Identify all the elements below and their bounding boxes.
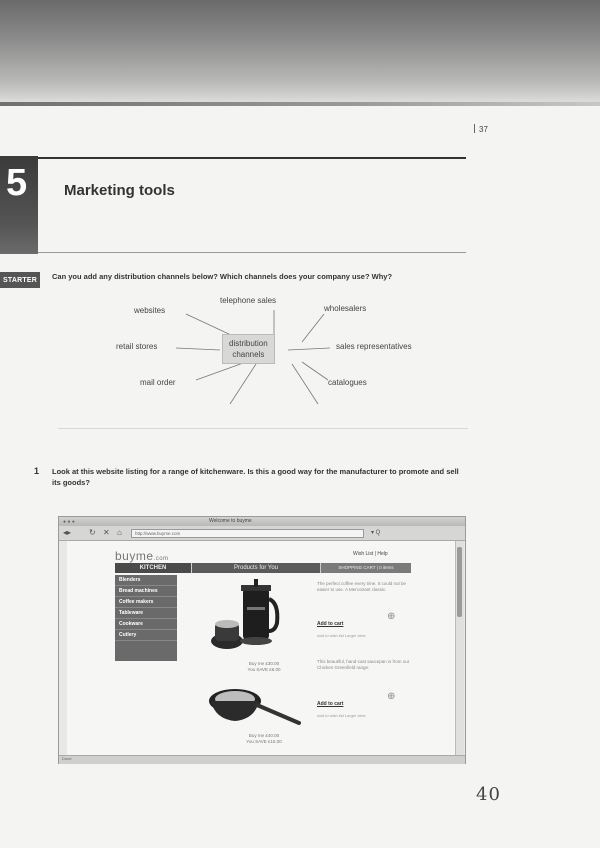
category-item: Blenders — [115, 575, 177, 586]
distribution-channels-diagram — [106, 292, 442, 410]
nav-products: Products for You — [191, 563, 320, 573]
category-sidebar — [115, 575, 177, 661]
saucepan-image — [205, 683, 305, 729]
coffee-maker-image — [207, 579, 287, 659]
connector-wholesalers — [302, 314, 324, 342]
browser-titlebar — [59, 517, 465, 526]
magnifier-icon: ⊕ — [387, 691, 396, 702]
task-question: Look at this website listing for a range of kitchenware. Is this a good way for the manufacturer to promote and sell its goods? — [52, 467, 459, 487]
connector-sales-representatives — [288, 348, 330, 350]
node-websites: websites — [134, 306, 166, 315]
node-wholesalers: wholesalers — [324, 304, 367, 313]
address-bar: http://www.buyme.com — [131, 529, 364, 538]
connector-catalogues — [302, 362, 328, 380]
product-2-description: This beautiful, hand-cast saucepan is from our Chicken Greenfield range. — [317, 659, 410, 670]
stop-icon: ✕ — [103, 528, 110, 537]
node-distribution-channels — [222, 334, 275, 364]
scanned-page-shadow — [0, 0, 600, 108]
browser-toolbar — [59, 526, 465, 541]
starter-tag: STARTER — [0, 272, 40, 288]
product-2-caption: Buy me £40.00 You SAVE £15.00 — [246, 733, 282, 744]
home-icon: ⌂ — [117, 528, 122, 537]
handwritten-note: 40 — [476, 784, 501, 805]
nav-cart: SHOPPING CART | 0 items — [320, 563, 411, 573]
product-1-links: Add to wish list Larger view — [317, 633, 366, 638]
window-title: Welcome to buyme — [209, 518, 252, 524]
node-sales-representatives: sales representatives — [336, 342, 412, 351]
node-telephone-sales: telephone sales — [220, 296, 277, 305]
unit-title: Marketing tools — [64, 182, 175, 199]
connector-retail-stores — [176, 348, 220, 350]
unit-number: 5 — [6, 162, 28, 204]
section-divider — [58, 428, 468, 429]
category-item: Cookware — [115, 619, 177, 630]
nav-kitchen: KITCHEN — [115, 563, 191, 573]
center-line-1: distribution — [229, 339, 268, 348]
back-icon: ◂▸ — [63, 528, 72, 537]
product-2-links: Add to wish list Larger view — [317, 713, 366, 718]
reload-icon: ↻ — [89, 528, 96, 537]
window-buttons-icon: ● ● ● — [63, 519, 75, 525]
connector-empty-1 — [230, 364, 256, 404]
title-top-rule — [38, 157, 466, 159]
page-number: 37 — [474, 124, 488, 134]
starter-question: Can you add any distribution channels below? Which channels does your company use? Why? — [52, 272, 393, 281]
magnifier-icon: ⊕ — [387, 611, 396, 622]
browser-scrollbar — [455, 541, 464, 755]
wish-list-link: Wish List | Help — [353, 551, 388, 557]
website-screenshot — [58, 516, 466, 764]
category-item: Tableware — [115, 608, 177, 619]
task-number: 1 — [34, 466, 40, 476]
product-1-caption: Buy me £30.00 You SAVE £6.00 — [247, 661, 281, 672]
center-line-2: channels — [232, 350, 265, 359]
category-item: Cutlery — [115, 630, 177, 641]
node-mail-order: mail order — [140, 378, 176, 387]
scroll-thumb — [457, 547, 462, 617]
site-logo: buyme.com — [115, 549, 169, 563]
product-1-description: The perfect coffee every time. It could not be easier to use. A Mercotrant classic. — [317, 581, 406, 592]
title-bottom-rule — [38, 252, 466, 253]
node-retail-stores: retail stores — [116, 342, 158, 351]
browser-status-bar: Done — [59, 755, 465, 764]
category-item: Bread machines — [115, 586, 177, 597]
product-1-add-to-cart: Add to cart — [317, 621, 344, 627]
product-2-add-to-cart: Add to cart — [317, 701, 344, 707]
node-catalogues: catalogues — [328, 378, 367, 387]
browser-viewport — [67, 541, 455, 755]
connector-mail-order — [196, 362, 246, 380]
site-nav — [115, 563, 411, 573]
category-item: Coffee makers — [115, 597, 177, 608]
search-icon: ▾ Q — [371, 530, 381, 536]
